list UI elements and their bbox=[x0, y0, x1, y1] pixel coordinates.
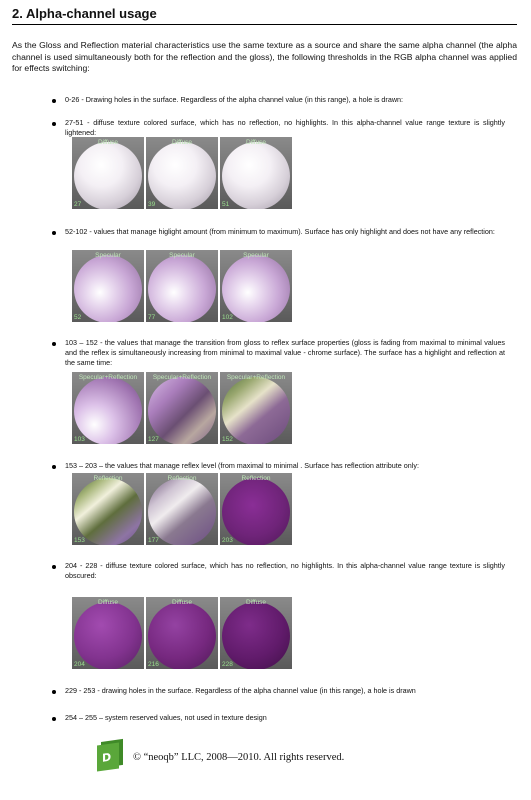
list-item-text: 52-102 - values that manage higlight amount (from minimum to maximum). Surface has only highlight and does not have any reflection: bbox=[65, 227, 495, 236]
list-item-text: 204 - 228 - diffuse texture colored surface, which has no reflection, no highlights. In this alpha-channel value range texture is slightly obscured: bbox=[65, 561, 505, 581]
thumbnail-label: Specular+Reflection bbox=[78, 374, 138, 381]
bullet-icon bbox=[52, 565, 56, 569]
sphere-image bbox=[222, 255, 290, 322]
sphere-thumbnail bbox=[220, 473, 292, 545]
thumbnail-value: 52 bbox=[74, 314, 82, 321]
copyright-text: © “neoqb” LLC, 2008—2010. All rights reserved. bbox=[133, 751, 345, 763]
list-item-text: 27-51 - diffuse texture colored surface, which has no reflection, no highlights. In this alpha-channel value range texture is slightly lightened: bbox=[65, 118, 505, 138]
sphere-image bbox=[148, 255, 216, 322]
sphere-image bbox=[222, 478, 290, 545]
thumbnail-label: Diffuse bbox=[97, 139, 119, 146]
sphere-thumbnail bbox=[146, 372, 218, 444]
sphere-image bbox=[148, 478, 216, 545]
bullet-icon bbox=[52, 717, 56, 721]
thumbnail-label: Specular+Reflection bbox=[152, 374, 212, 381]
thumbnail-label: Reflection bbox=[167, 475, 197, 482]
sphere-thumbnail bbox=[220, 597, 292, 669]
sphere-thumbnail bbox=[220, 250, 292, 322]
thumbnail-value: 204 bbox=[74, 661, 85, 668]
logo-mark: D bbox=[102, 750, 112, 765]
list-item-text: 103 – 152 - the values that manage the transition from gloss to reflex surface properties (gloss is fading from maximal to minimal values and the reflex is simultaneously increasing from minimal to maximal value - chrome surface). The surface has a highlight and reflection at the same time: bbox=[65, 338, 505, 368]
thumbnail-label: Diffuse bbox=[171, 139, 193, 146]
thumbnail-value: 103 bbox=[74, 436, 85, 443]
sphere-image bbox=[74, 377, 142, 444]
sphere-image bbox=[74, 602, 142, 669]
thumbnail-value: 203 bbox=[222, 537, 233, 544]
thumbnail-label: Specular+Reflection bbox=[226, 374, 286, 381]
sphere-thumbnail bbox=[72, 372, 144, 444]
thumbnail-strip bbox=[72, 597, 292, 669]
sphere-thumbnail bbox=[72, 597, 144, 669]
sphere-thumbnail bbox=[220, 372, 292, 444]
list-item-text: 153 – 203 – the values that manage reflex level (from maximal to minimal . Surface has reflection attribute only: bbox=[65, 461, 419, 470]
sphere-image bbox=[74, 142, 142, 209]
bullet-icon bbox=[52, 231, 56, 235]
thumbnail-value: 177 bbox=[148, 537, 159, 544]
sphere-image bbox=[148, 602, 216, 669]
thumbnail-value: 216 bbox=[148, 661, 159, 668]
list-item-text: 254 – 255 – system reserved values, not used in texture design bbox=[65, 713, 267, 722]
sphere-thumbnail bbox=[146, 473, 218, 545]
sphere-image bbox=[74, 478, 142, 545]
sphere-image bbox=[222, 142, 290, 209]
sphere-thumbnail bbox=[220, 137, 292, 209]
thumbnail-value: 39 bbox=[148, 201, 156, 208]
thumbnail-value: 77 bbox=[148, 314, 156, 321]
footer bbox=[97, 744, 344, 770]
bullet-icon bbox=[52, 122, 56, 126]
thumbnail-label: Diffuse bbox=[245, 599, 267, 606]
thumbnail-label: Specular bbox=[169, 252, 195, 259]
sphere-thumbnail bbox=[72, 137, 144, 209]
thumbnail-value: 153 bbox=[74, 537, 85, 544]
thumbnail-label: Specular bbox=[243, 252, 269, 259]
sphere-image bbox=[148, 377, 216, 444]
sphere-thumbnail bbox=[146, 137, 218, 209]
sphere-thumbnail bbox=[72, 473, 144, 545]
sphere-thumbnail bbox=[146, 250, 218, 322]
bullet-icon bbox=[52, 690, 56, 694]
thumbnail-value: 152 bbox=[222, 436, 233, 443]
thumbnail-value: 27 bbox=[74, 201, 82, 208]
thumbnail-value: 228 bbox=[222, 661, 233, 668]
thumbnail-strip bbox=[72, 473, 292, 545]
thumbnail-label: Diffuse bbox=[245, 139, 267, 146]
sphere-image bbox=[222, 377, 290, 444]
sphere-image bbox=[148, 142, 216, 209]
thumbnail-label: Diffuse bbox=[97, 599, 119, 606]
thumbnail-strip bbox=[72, 372, 292, 444]
neoqb-logo-icon bbox=[97, 742, 119, 771]
thumbnail-label: Reflection bbox=[241, 475, 271, 482]
list-item-text: 0-26 - Drawing holes in the surface. Regardless of the alpha channel value (in this range), a hole is drawn: bbox=[65, 95, 404, 104]
thumbnail-label: Diffuse bbox=[171, 599, 193, 606]
thumbnail-strip bbox=[72, 137, 292, 209]
sphere-thumbnail bbox=[72, 250, 144, 322]
thumbnail-strip bbox=[72, 250, 292, 322]
thumbnail-value: 102 bbox=[222, 314, 233, 321]
section-title: 2. Alpha-channel usage bbox=[12, 6, 517, 25]
sphere-thumbnail bbox=[146, 597, 218, 669]
sphere-image bbox=[222, 602, 290, 669]
thumbnail-value: 127 bbox=[148, 436, 159, 443]
list-item-text: 229 - 253 - drawing holes in the surface. Regardless of the alpha channel value (in this range), a hole is drawn bbox=[65, 686, 416, 695]
bullet-icon bbox=[52, 342, 56, 346]
bullet-icon bbox=[52, 99, 56, 103]
thumbnail-value: 51 bbox=[222, 201, 230, 208]
bullet-icon bbox=[52, 465, 56, 469]
sphere-image bbox=[74, 255, 142, 322]
intro-paragraph: As the Gloss and Reflection material characteristics use the same texture as a source and share the same alpha channel (the alpha channel is used simultaneously both for the reflection and the gloss), the following thresholds in the RGB alpha channel was applied for effects switching: bbox=[12, 40, 517, 74]
thumbnail-label: Specular bbox=[95, 252, 121, 259]
thumbnail-label: Reflection bbox=[93, 475, 123, 482]
